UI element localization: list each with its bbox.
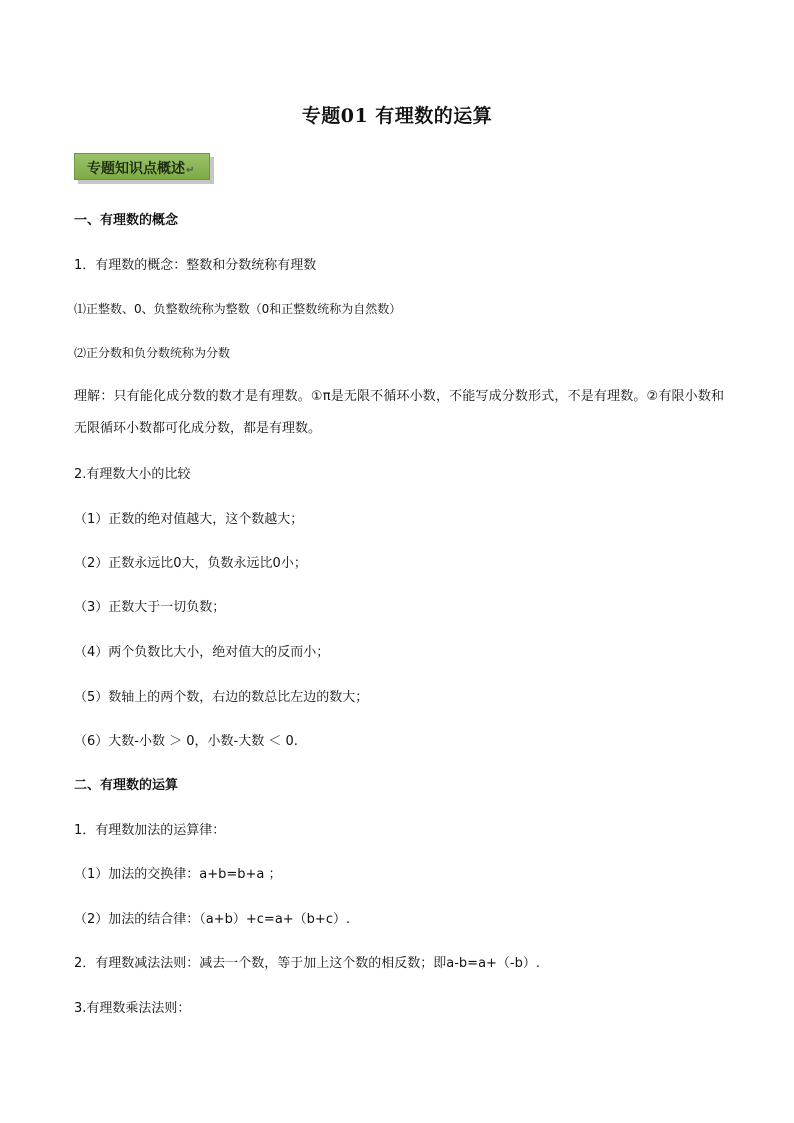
section2-item1: 1．有理数加法的运算律： [74, 823, 226, 838]
page-title: 专题01 有理数的运算 [301, 105, 493, 127]
section1-item1-b: ⑵正分数和负分数统称为分数 [74, 346, 231, 360]
compare-rule: （3）正数大于一切负数； [74, 600, 226, 615]
compare-rule: （2）正数永远比0大，负数永远比0小； [74, 556, 307, 571]
section1-item1: 1．有理数的概念：整数和分数统称有理数 [74, 258, 317, 273]
compare-rule: （1）正数的绝对值越大，这个数越大； [74, 512, 304, 527]
banner-label: 专题知识点概述↵ [87, 161, 195, 177]
section1-heading: 一、有理数的概念 [74, 213, 179, 228]
return-mark-icon: ↵ [186, 165, 195, 176]
section1-item2: 2.有理数大小的比较 [74, 467, 191, 482]
section2-item3: 3.有理数乘法法则： [74, 1001, 191, 1016]
section-banner [74, 153, 214, 184]
compare-rule: （5）数轴上的两个数，右边的数总比左边的数大； [74, 690, 369, 705]
compare-rule: （6）大数-小数 ＞ 0，小数-大数 ＜ 0. [74, 734, 298, 749]
section2-item2: 2．有理数减法法则：减去一个数，等于加上这个数的相反数；即a-b=a+（-b）. [74, 956, 541, 971]
section2-heading: 二、有理数的运算 [74, 778, 179, 793]
add-rule: （1）加法的交换律：a+b=b+a ； [74, 867, 282, 882]
section1-item1-a: ⑴正整数、0、负整数统称为整数（0和正整数统称为自然数） [74, 302, 402, 316]
add-rule: （2）加法的结合律：（a+b）+c=a+（b+c）. [74, 912, 351, 927]
banner-box [74, 153, 210, 180]
compare-rule: （4）两个负数比大小，绝对值大的反而小； [74, 645, 330, 660]
understanding-paragraph: 理解：只有能化成分数的数才是有理数。①π是无限不循环小数，不能写成分数形式，不是有理数。②有限小数和无限循环小数都可化成分数，都是有理数。 [74, 389, 724, 436]
